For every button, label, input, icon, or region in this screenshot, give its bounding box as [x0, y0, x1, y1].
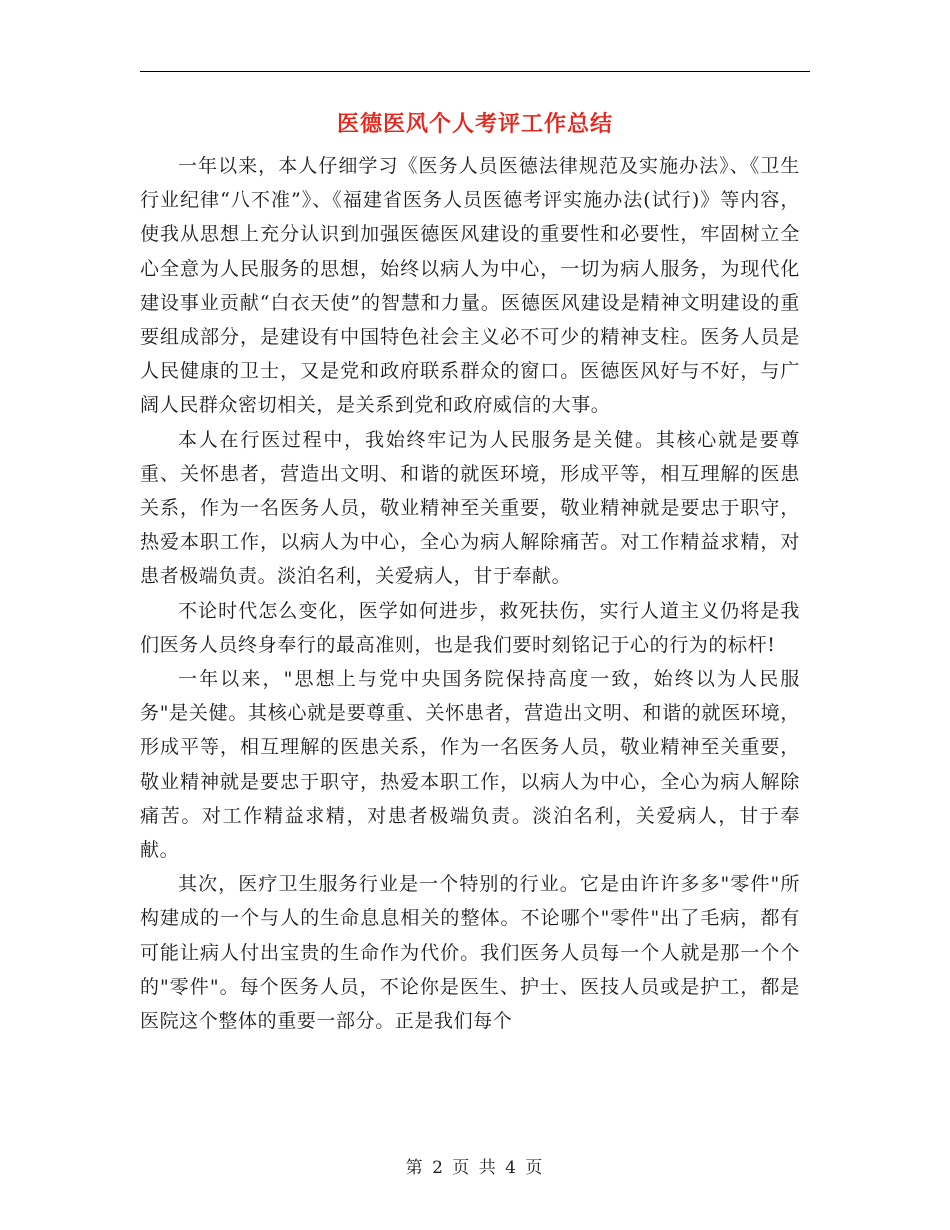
- header-rule: [140, 71, 810, 72]
- paragraph: 其次，医疗卫生服务行业是一个特别的行业。它是由许许多多"零件"所构建成的一个与人的生命息息相关的整体。不论哪个"零件"出了毛病，都有可能让病人付出宝贵的生命作为代价。我们医务人员每一个人就是那一个个的"零件"。每个医务人员，不论你是医生、护士、医技人员或是护工，都是医院这个整体的重要一部分。正是我们每个: [140, 873, 800, 1033]
- paragraph: 本人在行医过程中，我始终牢记为人民服务是关健。其核心就是要尊重、关怀患者，营造出文明、和谐的就医环境，形成平等，相互理解的医患关系，作为一名医务人员，敬业精神至关重要，敬业精神就是要忠于职守，热爱本职工作，以病人为中心，全心为病人解除痛苦。对工作精益求精，对患者极端负责。淡泊名利，关爱病人，甘于奉献。: [140, 428, 800, 588]
- page-number: 第 2 页 共 4 页: [405, 1158, 545, 1178]
- document-title: 医德医风个人考评工作总结: [336, 111, 613, 137]
- paragraph: 不论时代怎么变化，医学如何进步，救死扶伤，实行人道主义仍将是我们医务人员终身奉行的最高准则，也是我们要时刻铭记于心的行为的标杆!: [140, 599, 800, 656]
- document-body: [140, 149, 800, 1038]
- paragraph: 一年以来，本人仔细学习《医务人员医德法律规范及实施办法》、《卫生行业纪律“八不准”》、《福建省医务人员医德考评实施办法(试行)》等内容，使我从思想上充分认识到加强医德医风建设的重要性和必要性，牢固树立全心全意为人民服务的思想，始终以病人为中心，一切为病人服务，为现代化建设事业贡献“白衣天使”的智慧和力量。医德医风建设是精神文明建设的重要组成部分，是建设有中国特色社会主义必不可少的精神支柱。医务人员是人民健康的卫士，又是党和政府联系群众的窗口。医德医风好与不好，与广阔人民群众密切相关，是关系到党和政府威信的大事。: [140, 155, 800, 417]
- paragraph: 一年以来，"思想上与党中央国务院保持高度一致，始终以为人民服务"是关健。其核心就是要尊重、关怀患者，营造出文明、和谐的就医环境，形成平等，相互理解的医患关系，作为一名医务人员，敬业精神至关重要，敬业精神就是要忠于职守，热爱本职工作，以病人为中心，全心为病人解除痛苦。对工作精益求精，对患者极端负责。淡泊名利，关爱病人，甘于奉献。: [140, 668, 800, 862]
